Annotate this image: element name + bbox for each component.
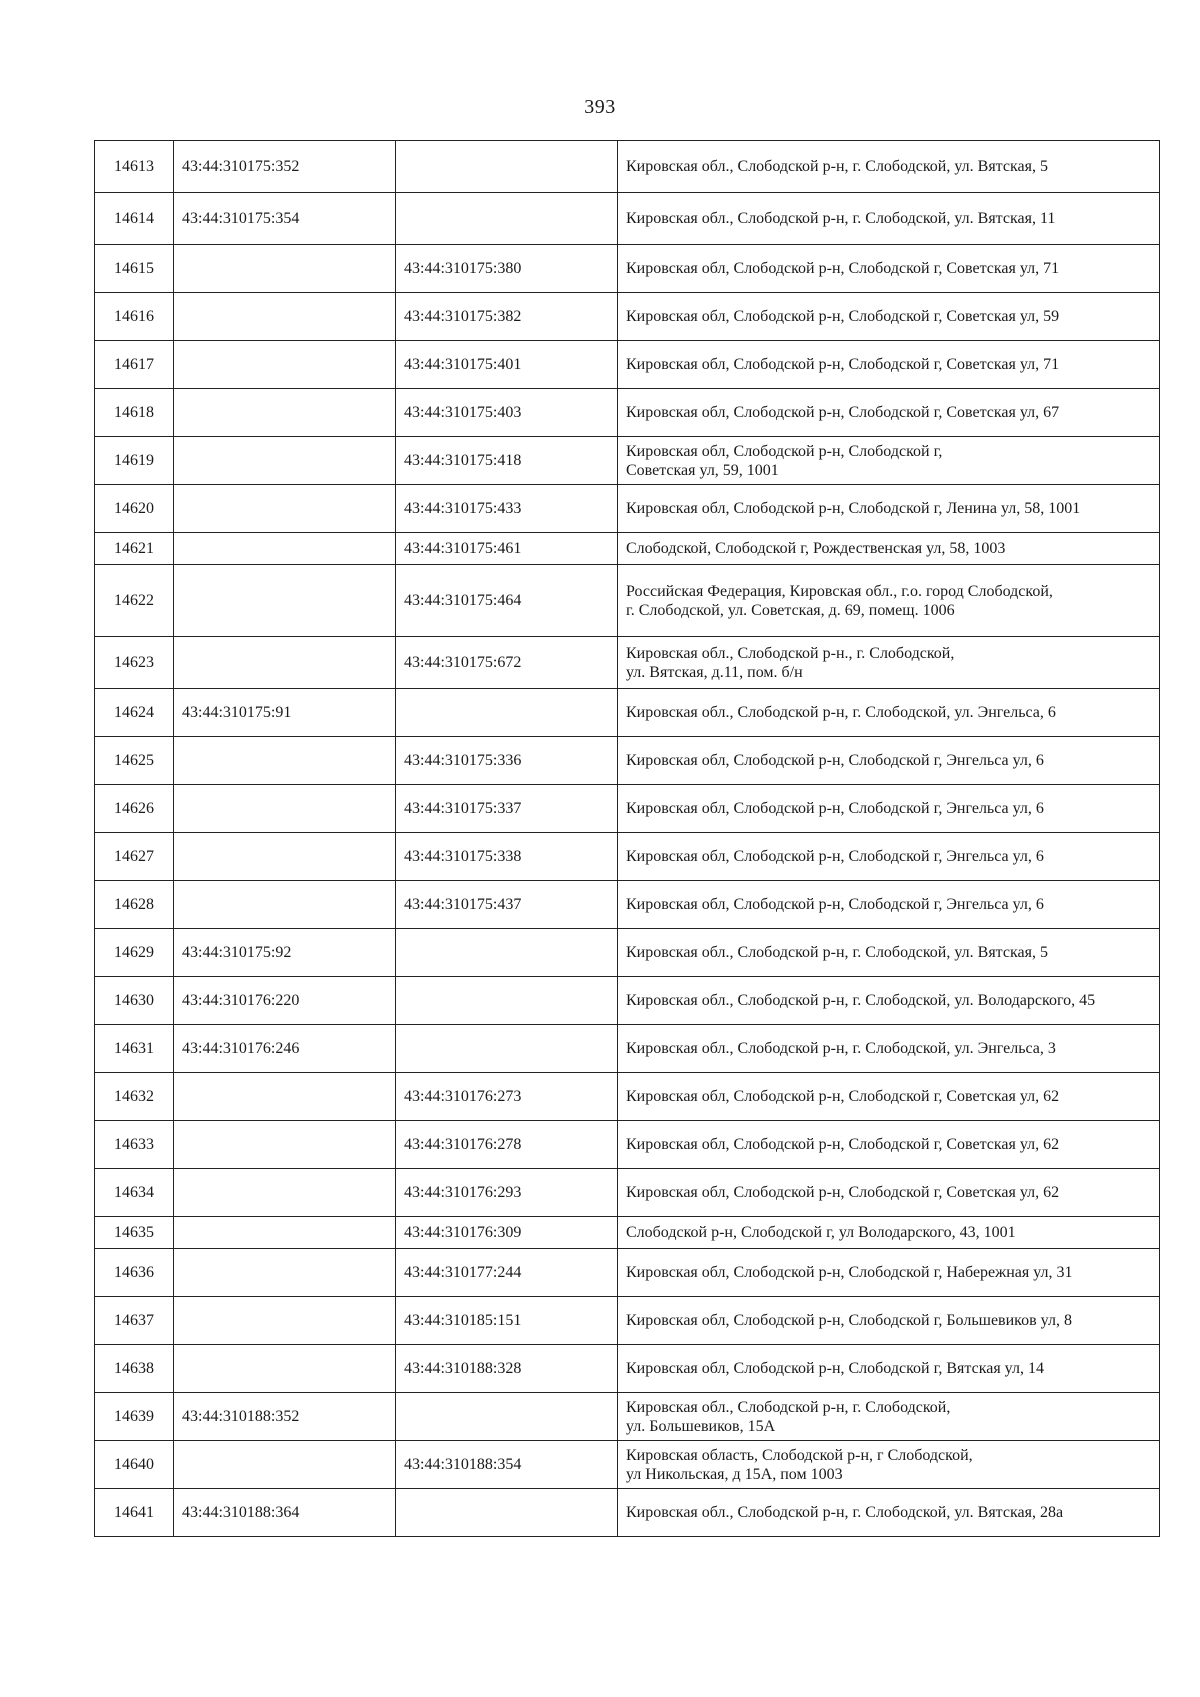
cadastral-number-cell xyxy=(174,833,396,881)
address-cell xyxy=(618,1249,1160,1297)
row-number-cell: 14637 xyxy=(95,1297,174,1345)
table-row xyxy=(95,1297,1160,1345)
table-row xyxy=(95,737,1160,785)
row-number-cell: 14616 xyxy=(95,293,174,341)
address-cell xyxy=(618,1345,1160,1393)
table-row xyxy=(95,689,1160,737)
row-number-cell: 14613 xyxy=(95,141,174,193)
cadastral-number-cell xyxy=(174,1121,396,1169)
cadastral-number-cell xyxy=(174,533,396,565)
cadastral-number-cell: 43:44:310176:220 xyxy=(174,977,396,1025)
cadastral-number-cell xyxy=(174,389,396,437)
table-row xyxy=(95,485,1160,533)
address-line: Кировская обл, Слободской р-н, Слободской г, Вятская ул, 14 xyxy=(626,1360,1044,1377)
address-line: Кировская обл., Слободской р-н, г. Слободской, ул. Вятская, 5 xyxy=(626,158,1048,175)
table-row xyxy=(95,977,1160,1025)
row-number-cell: 14631 xyxy=(95,1025,174,1073)
address-line: г. Слободской, ул. Советская, д. 69, помещ. 1006 xyxy=(626,601,955,619)
premises-cadastral-number-cell: 43:44:310177:244 xyxy=(396,1249,618,1297)
address-line: ул Никольская, д 15А, пом 1003 xyxy=(626,1465,843,1483)
premises-cadastral-number-cell: 43:44:310175:380 xyxy=(396,245,618,293)
address-line: Кировская обл, Слободской р-н, Слободской г, Советская ул, 62 xyxy=(626,1136,1060,1153)
address-line: Кировская обл, Слободской р-н, Слободской г, Энгельса ул, 6 xyxy=(626,800,1044,817)
cadastral-number-cell xyxy=(174,881,396,929)
table-row xyxy=(95,1345,1160,1393)
row-number-cell: 14627 xyxy=(95,833,174,881)
table-row xyxy=(95,193,1160,245)
cadastral-number-cell xyxy=(174,1297,396,1345)
premises-cadastral-number-cell xyxy=(396,977,618,1025)
premises-cadastral-number-cell xyxy=(396,1489,618,1537)
address-cell xyxy=(618,1441,1160,1489)
row-number-cell: 14635 xyxy=(95,1217,174,1249)
row-number-cell: 14632 xyxy=(95,1073,174,1121)
address-line: Кировская обл, Слободской р-н, Слободской г, Советская ул, 62 xyxy=(626,1088,1060,1105)
table-row xyxy=(95,437,1160,485)
address-line: Российская Федерация, Кировская обл., г.о. город Слободской, xyxy=(626,582,1053,600)
address-cell xyxy=(618,1217,1160,1249)
table-row xyxy=(95,565,1160,637)
row-number-cell: 14633 xyxy=(95,1121,174,1169)
table-row xyxy=(95,1393,1160,1441)
row-number-cell: 14634 xyxy=(95,1169,174,1217)
row-number-cell: 14617 xyxy=(95,341,174,389)
address-line: Кировская обл., Слободской р-н, г. Слободской, xyxy=(626,1398,951,1416)
cadastral-number-cell: 43:44:310188:364 xyxy=(174,1489,396,1537)
address-line: Кировская обл., Слободской р-н, г. Слободской, ул. Володарского, 45 xyxy=(626,992,1096,1009)
row-number-cell: 14639 xyxy=(95,1393,174,1441)
row-number-cell: 14628 xyxy=(95,881,174,929)
premises-cadastral-number-cell: 43:44:310175:382 xyxy=(396,293,618,341)
address-line: Слободской р-н, Слободской г, ул Володарского, 43, 1001 xyxy=(626,1224,1016,1241)
row-number-cell: 14638 xyxy=(95,1345,174,1393)
address-line: Кировская обл, Слободской р-н, Слободской г, Советская ул, 59 xyxy=(626,308,1060,325)
premises-cadastral-number-cell: 43:44:310188:354 xyxy=(396,1441,618,1489)
cadastral-number-cell xyxy=(174,785,396,833)
cadastral-number-cell: 43:44:310175:352 xyxy=(174,141,396,193)
table-row xyxy=(95,141,1160,193)
row-number-cell: 14619 xyxy=(95,437,174,485)
cadastral-number-cell: 43:44:310175:92 xyxy=(174,929,396,977)
address-line: Кировская обл, Слободской р-н, Слободской г, Советская ул, 62 xyxy=(626,1184,1060,1201)
address-cell xyxy=(618,1297,1160,1345)
address-cell xyxy=(618,245,1160,293)
table-row xyxy=(95,929,1160,977)
address-line: Кировская обл, Слободской р-н, Слободской г, Энгельса ул, 6 xyxy=(626,752,1044,769)
cadastral-number-cell xyxy=(174,565,396,637)
table-row xyxy=(95,1489,1160,1537)
row-number-cell: 14641 xyxy=(95,1489,174,1537)
premises-cadastral-number-cell xyxy=(396,1393,618,1441)
cadastral-number-cell xyxy=(174,485,396,533)
premises-cadastral-number-cell xyxy=(396,193,618,245)
premises-cadastral-number-cell: 43:44:310176:293 xyxy=(396,1169,618,1217)
cadastral-number-cell xyxy=(174,1441,396,1489)
cadastral-number-cell: 43:44:310188:352 xyxy=(174,1393,396,1441)
address-line: Кировская обл, Слободской р-н, Слободской г, Энгельса ул, 6 xyxy=(626,848,1044,865)
table-row xyxy=(95,1025,1160,1073)
address-line: Слободской, Слободской г, Рождественская ул, 58, 1003 xyxy=(626,540,1006,557)
address-cell xyxy=(618,533,1160,565)
premises-cadastral-number-cell xyxy=(396,141,618,193)
address-cell xyxy=(618,737,1160,785)
table-row xyxy=(95,1073,1160,1121)
row-number-cell: 14629 xyxy=(95,929,174,977)
premises-cadastral-number-cell: 43:44:310175:461 xyxy=(396,533,618,565)
premises-cadastral-number-cell xyxy=(396,929,618,977)
address-cell xyxy=(618,833,1160,881)
premises-cadastral-number-cell: 43:44:310175:403 xyxy=(396,389,618,437)
table-row xyxy=(95,245,1160,293)
address-cell xyxy=(618,565,1160,637)
premises-cadastral-number-cell: 43:44:310185:151 xyxy=(396,1297,618,1345)
address-cell xyxy=(618,341,1160,389)
cadastral-number-cell xyxy=(174,1169,396,1217)
table-row xyxy=(95,341,1160,389)
address-line: Кировская обл, Слободской р-н, Слободской г, Советская ул, 67 xyxy=(626,404,1060,421)
premises-cadastral-number-cell: 43:44:310176:273 xyxy=(396,1073,618,1121)
row-number-cell: 14640 xyxy=(95,1441,174,1489)
address-line: Советская ул, 59, 1001 xyxy=(626,461,779,479)
table-row xyxy=(95,785,1160,833)
registry-table xyxy=(94,140,1160,1537)
address-cell xyxy=(618,437,1160,485)
premises-cadastral-number-cell: 43:44:310175:672 xyxy=(396,637,618,689)
address-cell xyxy=(618,689,1160,737)
cadastral-number-cell xyxy=(174,1073,396,1121)
row-number-cell: 14630 xyxy=(95,977,174,1025)
premises-cadastral-number-cell xyxy=(396,689,618,737)
address-cell xyxy=(618,293,1160,341)
address-line: Кировская обл., Слободской р-н, г. Слободской, ул. Вятская, 28а xyxy=(626,1504,1064,1521)
address-cell xyxy=(618,1169,1160,1217)
address-cell xyxy=(618,485,1160,533)
premises-cadastral-number-cell: 43:44:310188:328 xyxy=(396,1345,618,1393)
cadastral-number-cell xyxy=(174,1345,396,1393)
table-row xyxy=(95,533,1160,565)
address-cell xyxy=(618,1073,1160,1121)
cadastral-number-cell: 43:44:310175:91 xyxy=(174,689,396,737)
address-line: Кировская область, Слободской р-н, г Слободской, xyxy=(626,1446,973,1464)
page-number: 393 xyxy=(584,96,616,118)
address-line: ул. Большевиков, 15А xyxy=(626,1417,776,1435)
table-row xyxy=(95,1121,1160,1169)
row-number-cell: 14615 xyxy=(95,245,174,293)
cadastral-number-cell xyxy=(174,737,396,785)
address-cell xyxy=(618,637,1160,689)
address-line: Кировская обл, Слободской р-н, Слободской г, Советская ул, 71 xyxy=(626,260,1060,277)
table-row xyxy=(95,833,1160,881)
cadastral-number-cell xyxy=(174,437,396,485)
table-row xyxy=(95,1441,1160,1489)
address-line: Кировская обл., Слободской р-н, г. Слободской, ул. Энгельса, 3 xyxy=(626,1040,1056,1057)
premises-cadastral-number-cell: 43:44:310175:336 xyxy=(396,737,618,785)
row-number-cell: 14618 xyxy=(95,389,174,437)
address-cell xyxy=(618,1121,1160,1169)
premises-cadastral-number-cell: 43:44:310175:464 xyxy=(396,565,618,637)
cadastral-number-cell xyxy=(174,341,396,389)
address-cell xyxy=(618,193,1160,245)
address-cell xyxy=(618,881,1160,929)
premises-cadastral-number-cell: 43:44:310175:338 xyxy=(396,833,618,881)
address-cell xyxy=(618,1489,1160,1537)
address-line: ул. Вятская, д.11, пом. б/н xyxy=(626,663,803,681)
address-cell xyxy=(618,929,1160,977)
premises-cadastral-number-cell: 43:44:310176:278 xyxy=(396,1121,618,1169)
address-line: Кировская обл, Слободской р-н, Слободской г, Энгельса ул, 6 xyxy=(626,896,1044,913)
registry-table-body xyxy=(95,141,1160,1537)
address-line: Кировская обл, Слободской р-н, Слободской г, Набережная ул, 31 xyxy=(626,1264,1073,1281)
row-number-cell: 14636 xyxy=(95,1249,174,1297)
table-row xyxy=(95,389,1160,437)
address-line: Кировская обл., Слободской р-н, г. Слободской, ул. Энгельса, 6 xyxy=(626,704,1056,721)
premises-cadastral-number-cell: 43:44:310175:418 xyxy=(396,437,618,485)
cadastral-number-cell xyxy=(174,637,396,689)
address-cell xyxy=(618,977,1160,1025)
cadastral-number-cell: 43:44:310175:354 xyxy=(174,193,396,245)
address-line: Кировская обл., Слободской р-н, г. Слободской, ул. Вятская, 11 xyxy=(626,210,1056,227)
address-cell xyxy=(618,389,1160,437)
table-row xyxy=(95,881,1160,929)
address-cell xyxy=(618,1393,1160,1441)
premises-cadastral-number-cell: 43:44:310175:337 xyxy=(396,785,618,833)
table-row xyxy=(95,637,1160,689)
row-number-cell: 14620 xyxy=(95,485,174,533)
address-line: Кировская обл., Слободской р-н, г. Слободской, ул. Вятская, 5 xyxy=(626,944,1048,961)
row-number-cell: 14614 xyxy=(95,193,174,245)
row-number-cell: 14625 xyxy=(95,737,174,785)
row-number-cell: 14624 xyxy=(95,689,174,737)
cadastral-number-cell: 43:44:310176:246 xyxy=(174,1025,396,1073)
address-cell xyxy=(618,1025,1160,1073)
address-line: Кировская обл, Слободской р-н, Слободской г, xyxy=(626,442,943,460)
row-number-cell: 14623 xyxy=(95,637,174,689)
cadastral-number-cell xyxy=(174,1217,396,1249)
table-row xyxy=(95,1169,1160,1217)
table-row xyxy=(95,293,1160,341)
cadastral-number-cell xyxy=(174,293,396,341)
address-line: Кировская обл, Слободской р-н, Слободской г, Ленина ул, 58, 1001 xyxy=(626,500,1081,517)
table-row xyxy=(95,1217,1160,1249)
address-line: Кировская обл., Слободской р-н., г. Слободской, xyxy=(626,644,955,662)
premises-cadastral-number-cell: 43:44:310176:309 xyxy=(396,1217,618,1249)
cadastral-number-cell xyxy=(174,245,396,293)
cadastral-number-cell xyxy=(174,1249,396,1297)
row-number-cell: 14621 xyxy=(95,533,174,565)
address-line: Кировская обл, Слободской р-н, Слободской г, Большевиков ул, 8 xyxy=(626,1312,1072,1329)
premises-cadastral-number-cell: 43:44:310175:437 xyxy=(396,881,618,929)
premises-cadastral-number-cell xyxy=(396,1025,618,1073)
table-row xyxy=(95,1249,1160,1297)
row-number-cell: 14626 xyxy=(95,785,174,833)
row-number-cell: 14622 xyxy=(95,565,174,637)
premises-cadastral-number-cell: 43:44:310175:433 xyxy=(396,485,618,533)
address-line: Кировская обл, Слободской р-н, Слободской г, Советская ул, 71 xyxy=(626,356,1060,373)
address-cell xyxy=(618,785,1160,833)
address-cell xyxy=(618,141,1160,193)
premises-cadastral-number-cell: 43:44:310175:401 xyxy=(396,341,618,389)
